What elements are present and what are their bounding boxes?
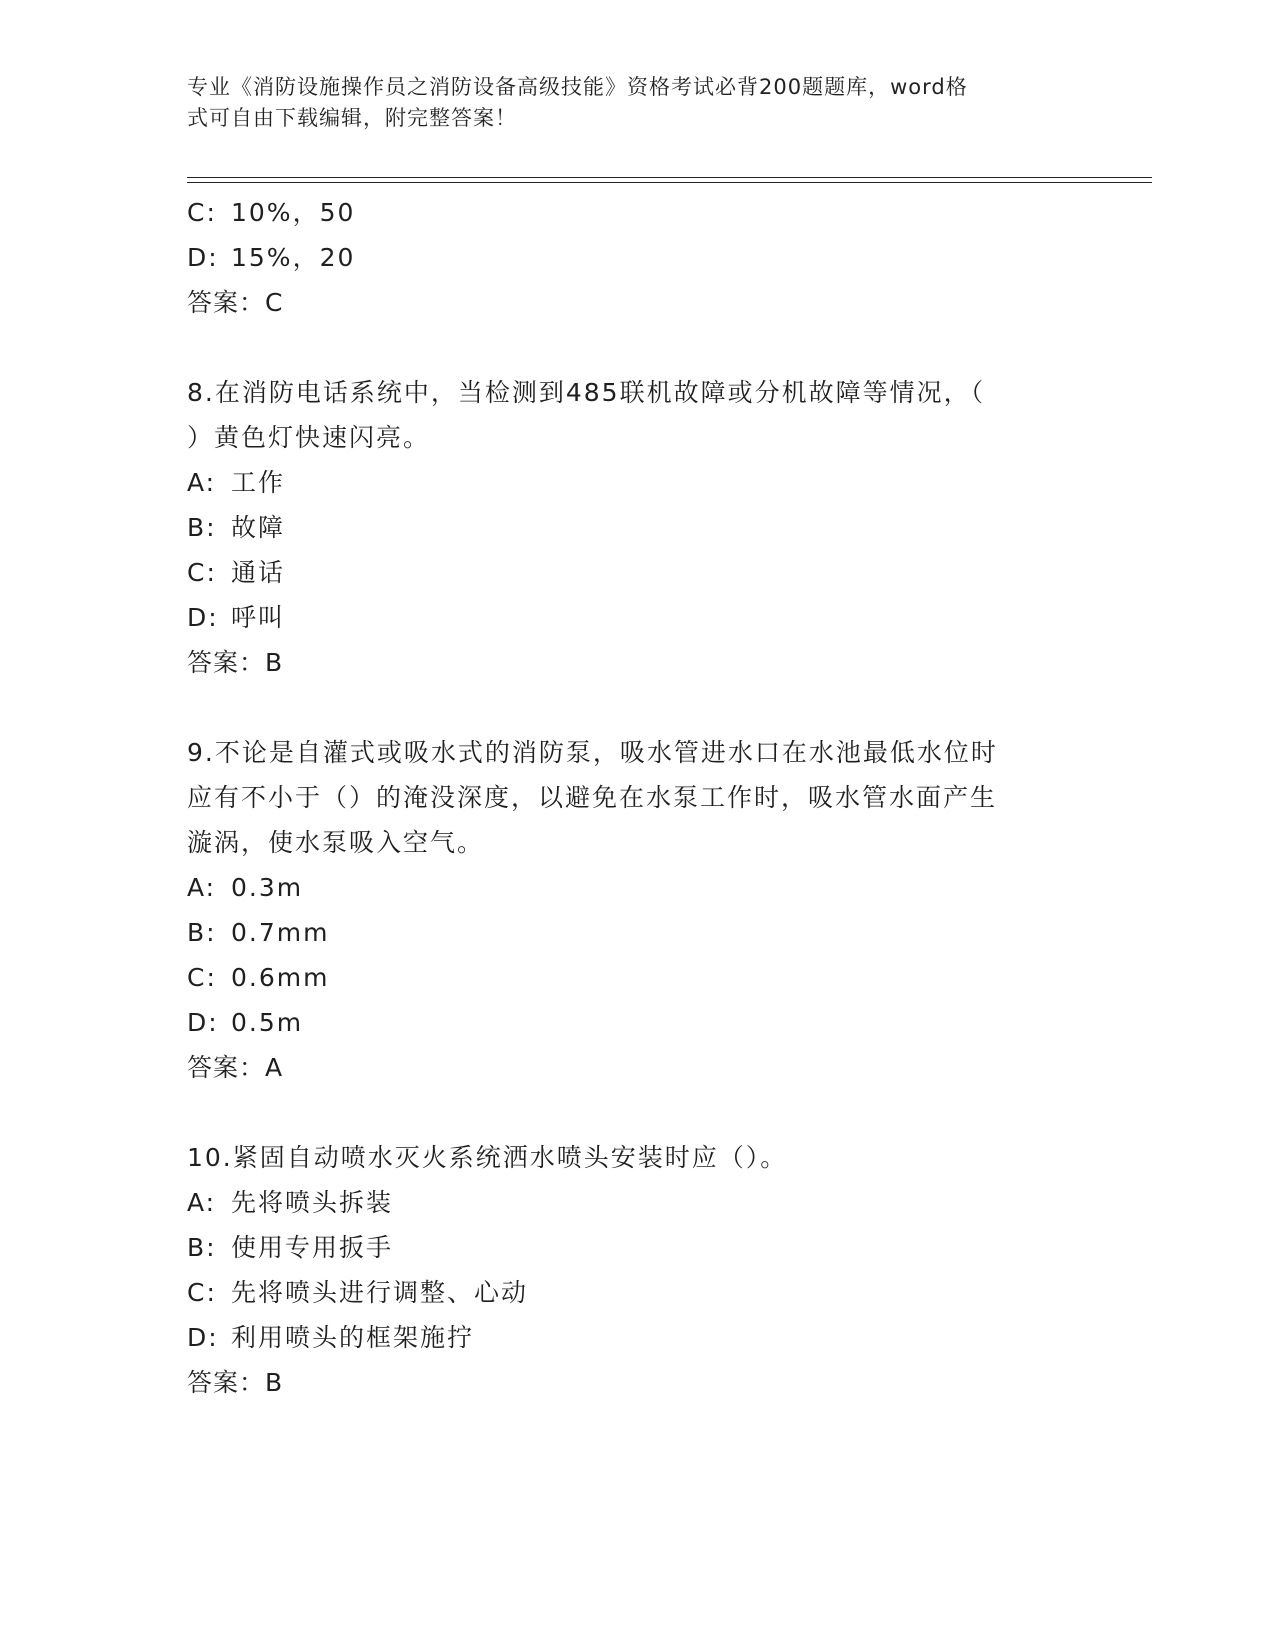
option-b: [187, 910, 1067, 955]
option-text: 利用喷头的框架施拧: [231, 1323, 475, 1352]
question-stem-line: 8.在消防电话系统中，当检测到485联机故障或分机故障等情况，（: [187, 378, 986, 407]
option-letter: B:: [187, 918, 217, 947]
option-text: 0.3m: [231, 873, 304, 902]
option-letter: C:: [187, 558, 217, 587]
question-8: [187, 370, 1067, 685]
option-letter: C:: [187, 963, 217, 992]
option-c: [187, 1270, 1067, 1315]
header-rule-bottom: [187, 182, 1152, 183]
option-text: 0.7mm: [231, 918, 330, 947]
option-d: [187, 1315, 1067, 1360]
option-d: [187, 1000, 1067, 1045]
answer-line: 答案：C: [187, 288, 284, 317]
option-text: 通话: [231, 558, 286, 587]
option-c: [187, 550, 1067, 595]
question-10: [187, 1135, 1067, 1405]
option-a: [187, 1180, 1067, 1225]
option-b: [187, 1225, 1067, 1270]
spacer: [187, 685, 1067, 730]
option-letter: D:: [187, 243, 219, 272]
option-text: 15%，20: [231, 243, 356, 272]
question-stem-line: 10.紧固自动喷水灭火系统洒水喷头安装时应（）。: [187, 1143, 788, 1172]
spacer: [187, 325, 1067, 370]
option-text: 0.5m: [231, 1008, 304, 1037]
question-7-tail: [187, 190, 1067, 325]
option-a: [187, 865, 1067, 910]
option-d: [187, 235, 1067, 280]
option-letter: C:: [187, 198, 217, 227]
question-stem-line: ）黄色灯快速闪亮。: [187, 423, 431, 452]
option-text: 先将喷头进行调整、心动: [231, 1278, 529, 1307]
question-stem-line: 漩涡，使水泵吸入空气。: [187, 828, 485, 857]
header-line-1: 专业《消防设施操作员之消防设备高级技能》资格考试必背200题题库，word格: [187, 75, 968, 99]
option-text: 10%，50: [231, 198, 356, 227]
option-text: 故障: [231, 513, 286, 542]
option-letter: A:: [187, 468, 217, 497]
option-b: [187, 505, 1067, 550]
question-stem-line: 9.不论是自灌式或吸水式的消防泵，吸水管进水口在水池最低水位时: [187, 738, 998, 767]
answer-line: 答案：B: [187, 1368, 284, 1397]
option-d: [187, 595, 1067, 640]
option-letter: A:: [187, 873, 217, 902]
question-list: [187, 190, 1067, 1405]
option-c: [187, 955, 1067, 1000]
option-text: 呼叫: [231, 603, 286, 632]
option-letter: B:: [187, 1233, 217, 1262]
header-line-2: 式可自由下载编辑，附完整答案！: [187, 106, 517, 130]
question-9: [187, 730, 1067, 1090]
option-letter: A:: [187, 1188, 217, 1217]
document-header: [187, 72, 1067, 134]
option-text: 工作: [231, 468, 286, 497]
option-text: 先将喷头拆装: [231, 1188, 394, 1217]
option-text: 0.6mm: [231, 963, 330, 992]
question-stem-line: 应有不小于（）的淹没深度，以避免在水泵工作时，吸水管水面产生: [187, 783, 998, 812]
option-c: [187, 190, 1067, 235]
option-letter: D:: [187, 1008, 219, 1037]
spacer: [187, 1090, 1067, 1135]
option-letter: C:: [187, 1278, 217, 1307]
option-letter: B:: [187, 513, 217, 542]
header-rule-top: [187, 177, 1152, 178]
option-letter: D:: [187, 603, 219, 632]
answer-line: 答案：B: [187, 648, 284, 677]
answer-line: 答案：A: [187, 1053, 284, 1082]
option-letter: D:: [187, 1323, 219, 1352]
option-a: [187, 460, 1067, 505]
option-text: 使用专用扳手: [231, 1233, 394, 1262]
